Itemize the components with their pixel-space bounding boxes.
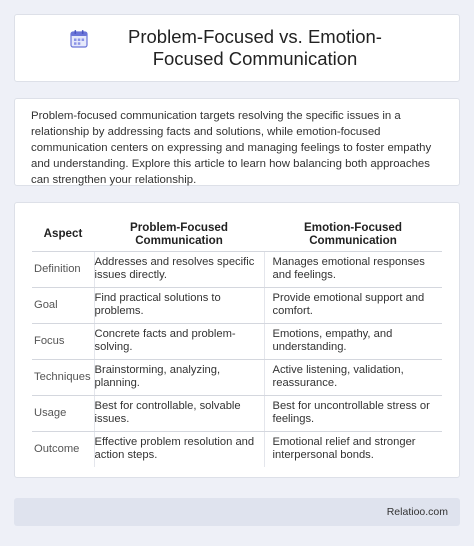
comparison-table-card — [14, 202, 460, 478]
header-emotion-focused: Emotion-Focused Communication — [264, 217, 442, 251]
intro-card — [14, 98, 460, 186]
row-emotion-focused: Active listening, validation, reassurance. — [264, 359, 442, 395]
row-problem-focused: Concrete facts and problem-solving. — [94, 323, 264, 359]
row-aspect: Outcome — [32, 431, 94, 467]
header-problem-focused: Problem-Focused Communication — [94, 217, 264, 251]
row-aspect: Techniques — [32, 359, 94, 395]
table-row — [32, 395, 442, 431]
row-emotion-focused: Provide emotional support and comfort. — [264, 287, 442, 323]
row-aspect: Focus — [32, 323, 94, 359]
row-problem-focused: Addresses and resolves specific issues directly. — [94, 251, 264, 287]
calendar-icon — [69, 29, 89, 49]
row-emotion-focused: Emotional relief and stronger interpersonal bonds. — [272, 436, 416, 462]
row-emotion-focused: Manages emotional responses and feelings. — [264, 251, 442, 287]
table-row — [32, 431, 442, 467]
row-problem-focused: Effective problem resolution and action steps. — [94, 431, 264, 467]
comparison-table — [32, 217, 442, 467]
row-emotion-focused: Best for uncontrollable stress or feelings. — [264, 395, 442, 431]
intro-text: Problem-focused communication targets resolving the specific issues in a relationship by addressing facts and solutions, while emotion-focused communication centers on expressing and managing feelings to foster empathy and understanding. Explore this article to learn how balancing both approaches can strengthen your relationship. — [31, 110, 432, 186]
footer-brand: Relatioo.com — [386, 506, 448, 518]
page-title: Problem-Focused vs. Emotion-Focused Communication — [128, 26, 382, 69]
row-problem-focused: Best for controllable, solvable issues. — [94, 395, 264, 431]
row-emotion-focused: Emotions, empathy, and understanding. — [264, 323, 442, 359]
table-row — [32, 251, 442, 287]
row-aspect: Usage — [32, 395, 94, 431]
row-problem-focused: Brainstorming, analyzing, planning. — [94, 359, 264, 395]
row-aspect: Definition — [32, 251, 94, 287]
table-row — [32, 323, 442, 359]
table-row — [32, 359, 442, 395]
title-card — [14, 14, 460, 82]
row-aspect: Goal — [32, 287, 94, 323]
table-row — [32, 287, 442, 323]
header-aspect: Aspect — [32, 217, 94, 251]
row-problem-focused: Find practical solutions to problems. — [94, 287, 264, 323]
footer-bar — [14, 498, 460, 526]
table-header-row — [32, 217, 442, 251]
